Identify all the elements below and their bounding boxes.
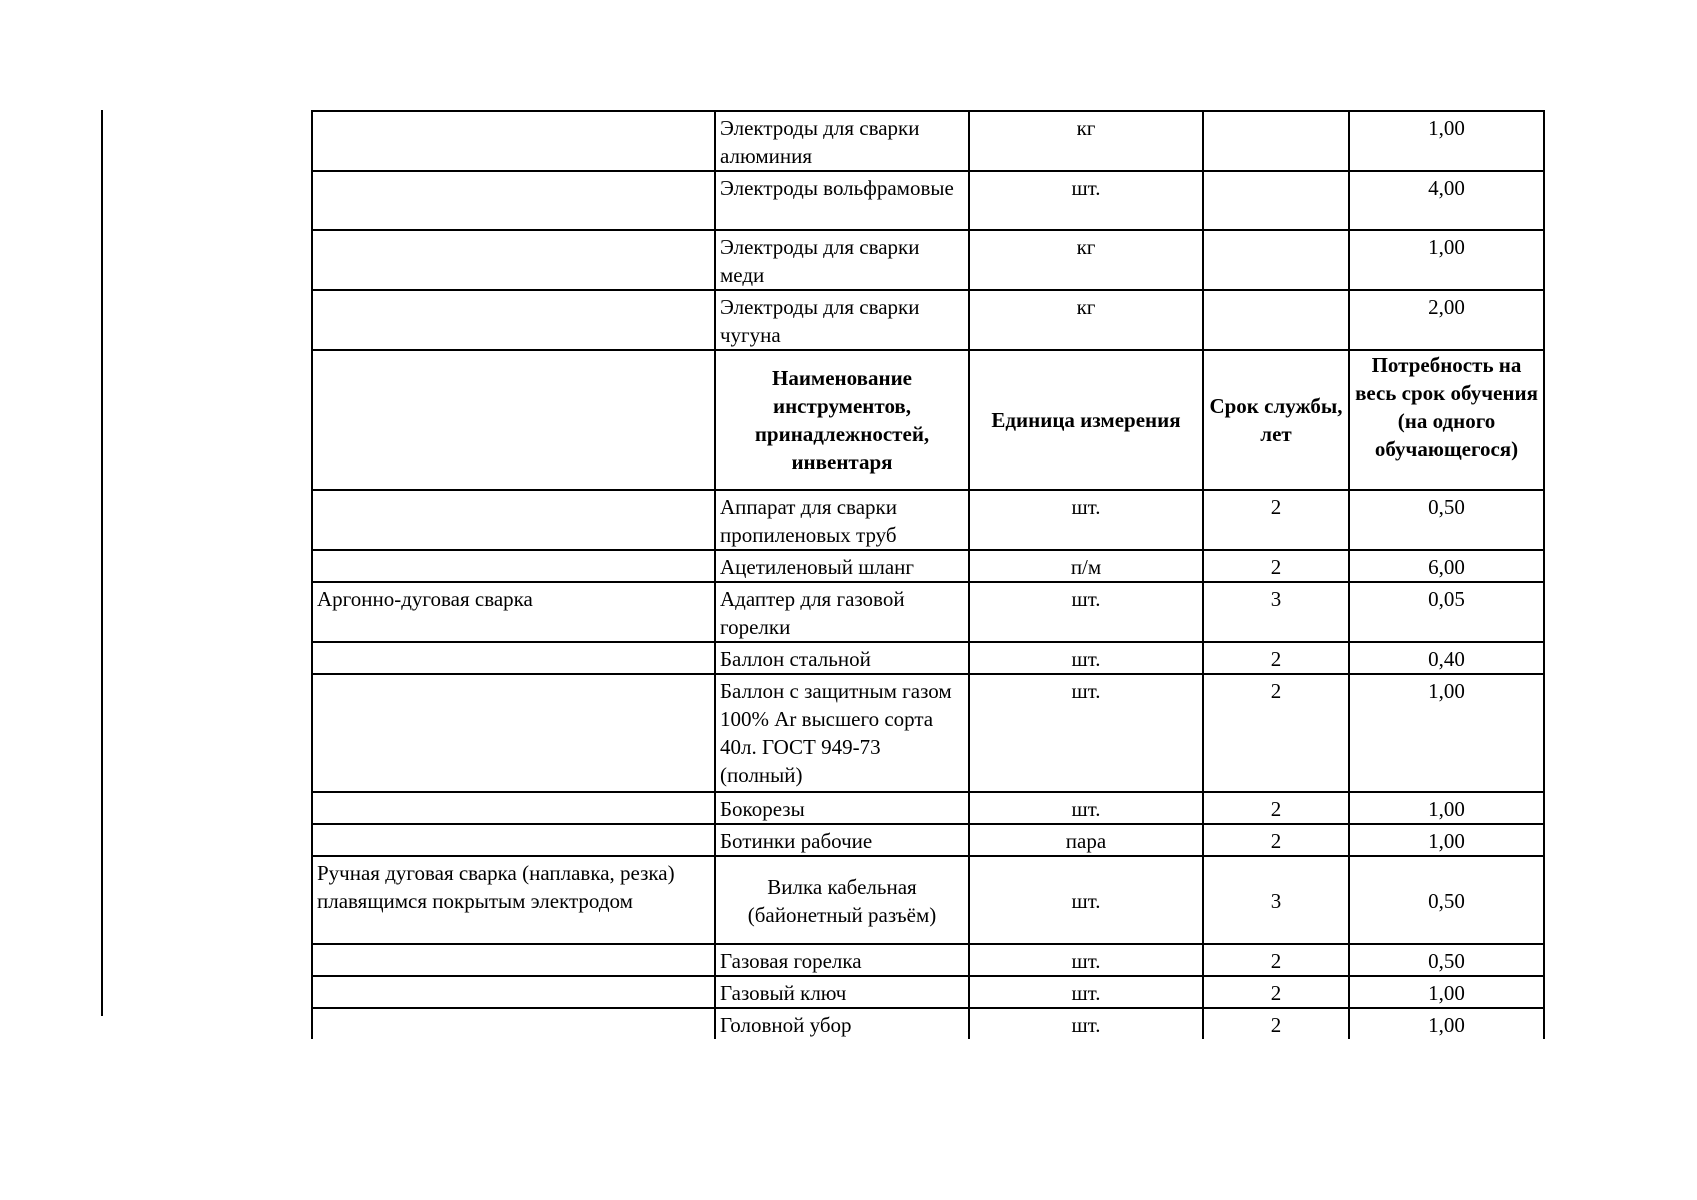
service-life-cell bbox=[1203, 111, 1349, 171]
item-name-cell: Адаптер для газовой горелки bbox=[715, 582, 969, 642]
section-cell bbox=[312, 792, 715, 824]
section-cell bbox=[312, 642, 715, 674]
section-cell bbox=[312, 111, 715, 171]
item-name-cell: Аппарат для сварки пропиленовых труб bbox=[715, 490, 969, 550]
need-cell: 0,40 bbox=[1349, 642, 1544, 674]
section-cell bbox=[312, 824, 715, 856]
need-cell: 0,50 bbox=[1349, 944, 1544, 976]
service-life-cell: 2 bbox=[1203, 490, 1349, 550]
unit-cell: кг bbox=[969, 230, 1203, 290]
unit-cell: п/м bbox=[969, 550, 1203, 582]
table-row bbox=[312, 856, 1544, 944]
item-name-cell: Головной убор bbox=[715, 1008, 969, 1039]
table-row bbox=[312, 171, 1544, 230]
section-cell: Ручная дуговая сварка (наплавка, резка) плавящимся покрытым электродом bbox=[312, 856, 715, 944]
need-cell: 0,05 bbox=[1349, 582, 1544, 642]
need-cell: 0,50 bbox=[1349, 856, 1544, 944]
section-cell bbox=[312, 171, 715, 230]
table-row bbox=[312, 1008, 1544, 1039]
service-life-cell: 2 bbox=[1203, 674, 1349, 792]
need-cell: 1,00 bbox=[1349, 674, 1544, 792]
unit-cell: шт. bbox=[969, 944, 1203, 976]
unit-cell: шт. bbox=[969, 642, 1203, 674]
unit-cell: шт. bbox=[969, 171, 1203, 230]
service-life-cell: 2 bbox=[1203, 1008, 1349, 1039]
section-cell bbox=[312, 1008, 715, 1039]
unit-cell: шт. bbox=[969, 1008, 1203, 1039]
unit-cell: пара bbox=[969, 824, 1203, 856]
column-header-row bbox=[312, 350, 1544, 490]
table-row bbox=[312, 642, 1544, 674]
need-cell: 1,00 bbox=[1349, 230, 1544, 290]
need-cell: 1,00 bbox=[1349, 1008, 1544, 1039]
service-life-cell: 2 bbox=[1203, 976, 1349, 1008]
unit-cell: кг bbox=[969, 111, 1203, 171]
service-life-cell: 2 bbox=[1203, 550, 1349, 582]
service-life-cell bbox=[1203, 171, 1349, 230]
item-name-cell: Вилка кабельная (байонетный разъём) bbox=[715, 856, 969, 944]
unit-cell: шт. bbox=[969, 856, 1203, 944]
service-life-cell: 3 bbox=[1203, 582, 1349, 642]
table-row bbox=[312, 230, 1544, 290]
item-name-cell: Газовая горелка bbox=[715, 944, 969, 976]
item-name-cell: Газовый ключ bbox=[715, 976, 969, 1008]
service-life-cell: 2 bbox=[1203, 792, 1349, 824]
unit-cell: шт. bbox=[969, 674, 1203, 792]
item-name-cell: Электроды для сварки чугуна bbox=[715, 290, 969, 350]
header-unit: Единица измерения bbox=[969, 350, 1203, 490]
table-row bbox=[312, 976, 1544, 1008]
header-need: Потребность на весь срок обучения (на одного обучающегося) bbox=[1349, 350, 1544, 490]
table-row bbox=[312, 582, 1544, 642]
table-row bbox=[312, 792, 1544, 824]
section-cell: Аргонно-дуговая сварка bbox=[312, 582, 715, 642]
item-name-cell: Баллон стальной bbox=[715, 642, 969, 674]
item-name-cell: Баллон с защитным газом 100% Ar высшего сорта 40л. ГОСТ 949-73 (полный) bbox=[715, 674, 969, 792]
need-cell: 1,00 bbox=[1349, 111, 1544, 171]
need-cell: 1,00 bbox=[1349, 792, 1544, 824]
need-cell: 6,00 bbox=[1349, 550, 1544, 582]
section-cell bbox=[312, 674, 715, 792]
item-name-cell: Электроды для сварки меди bbox=[715, 230, 969, 290]
item-name-cell: Ацетиленовый шланг bbox=[715, 550, 969, 582]
header-item-name: Наименование инструментов, принадлежностей, инвентаря bbox=[715, 350, 969, 490]
section-cell bbox=[312, 976, 715, 1008]
table-row bbox=[312, 944, 1544, 976]
section-cell bbox=[312, 490, 715, 550]
table-row bbox=[312, 490, 1544, 550]
service-life-cell: 2 bbox=[1203, 824, 1349, 856]
section-cell bbox=[312, 290, 715, 350]
section-cell bbox=[312, 944, 715, 976]
need-cell: 1,00 bbox=[1349, 824, 1544, 856]
item-name-cell: Электроды вольфрамовые bbox=[715, 171, 969, 230]
section-cell bbox=[312, 550, 715, 582]
unit-cell: шт. bbox=[969, 976, 1203, 1008]
table-row bbox=[312, 550, 1544, 582]
need-cell: 1,00 bbox=[1349, 976, 1544, 1008]
header-section-cell bbox=[312, 350, 715, 490]
need-cell: 0,50 bbox=[1349, 490, 1544, 550]
table-row bbox=[312, 290, 1544, 350]
item-name-cell: Бокорезы bbox=[715, 792, 969, 824]
item-name-cell: Электроды для сварки алюминия bbox=[715, 111, 969, 171]
section-cell bbox=[312, 230, 715, 290]
left-margin-rule bbox=[101, 110, 103, 1016]
unit-cell: кг bbox=[969, 290, 1203, 350]
unit-cell: шт. bbox=[969, 792, 1203, 824]
service-life-cell: 2 bbox=[1203, 944, 1349, 976]
service-life-cell bbox=[1203, 230, 1349, 290]
service-life-cell: 3 bbox=[1203, 856, 1349, 944]
equipment-table bbox=[311, 110, 1545, 1039]
service-life-cell: 2 bbox=[1203, 642, 1349, 674]
header-service-life: Срок службы, лет bbox=[1203, 350, 1349, 490]
table-row bbox=[312, 674, 1544, 792]
service-life-cell bbox=[1203, 290, 1349, 350]
table-row bbox=[312, 824, 1544, 856]
table-row bbox=[312, 111, 1544, 171]
need-cell: 2,00 bbox=[1349, 290, 1544, 350]
unit-cell: шт. bbox=[969, 582, 1203, 642]
unit-cell: шт. bbox=[969, 490, 1203, 550]
item-name-cell: Ботинки рабочие bbox=[715, 824, 969, 856]
need-cell: 4,00 bbox=[1349, 171, 1544, 230]
